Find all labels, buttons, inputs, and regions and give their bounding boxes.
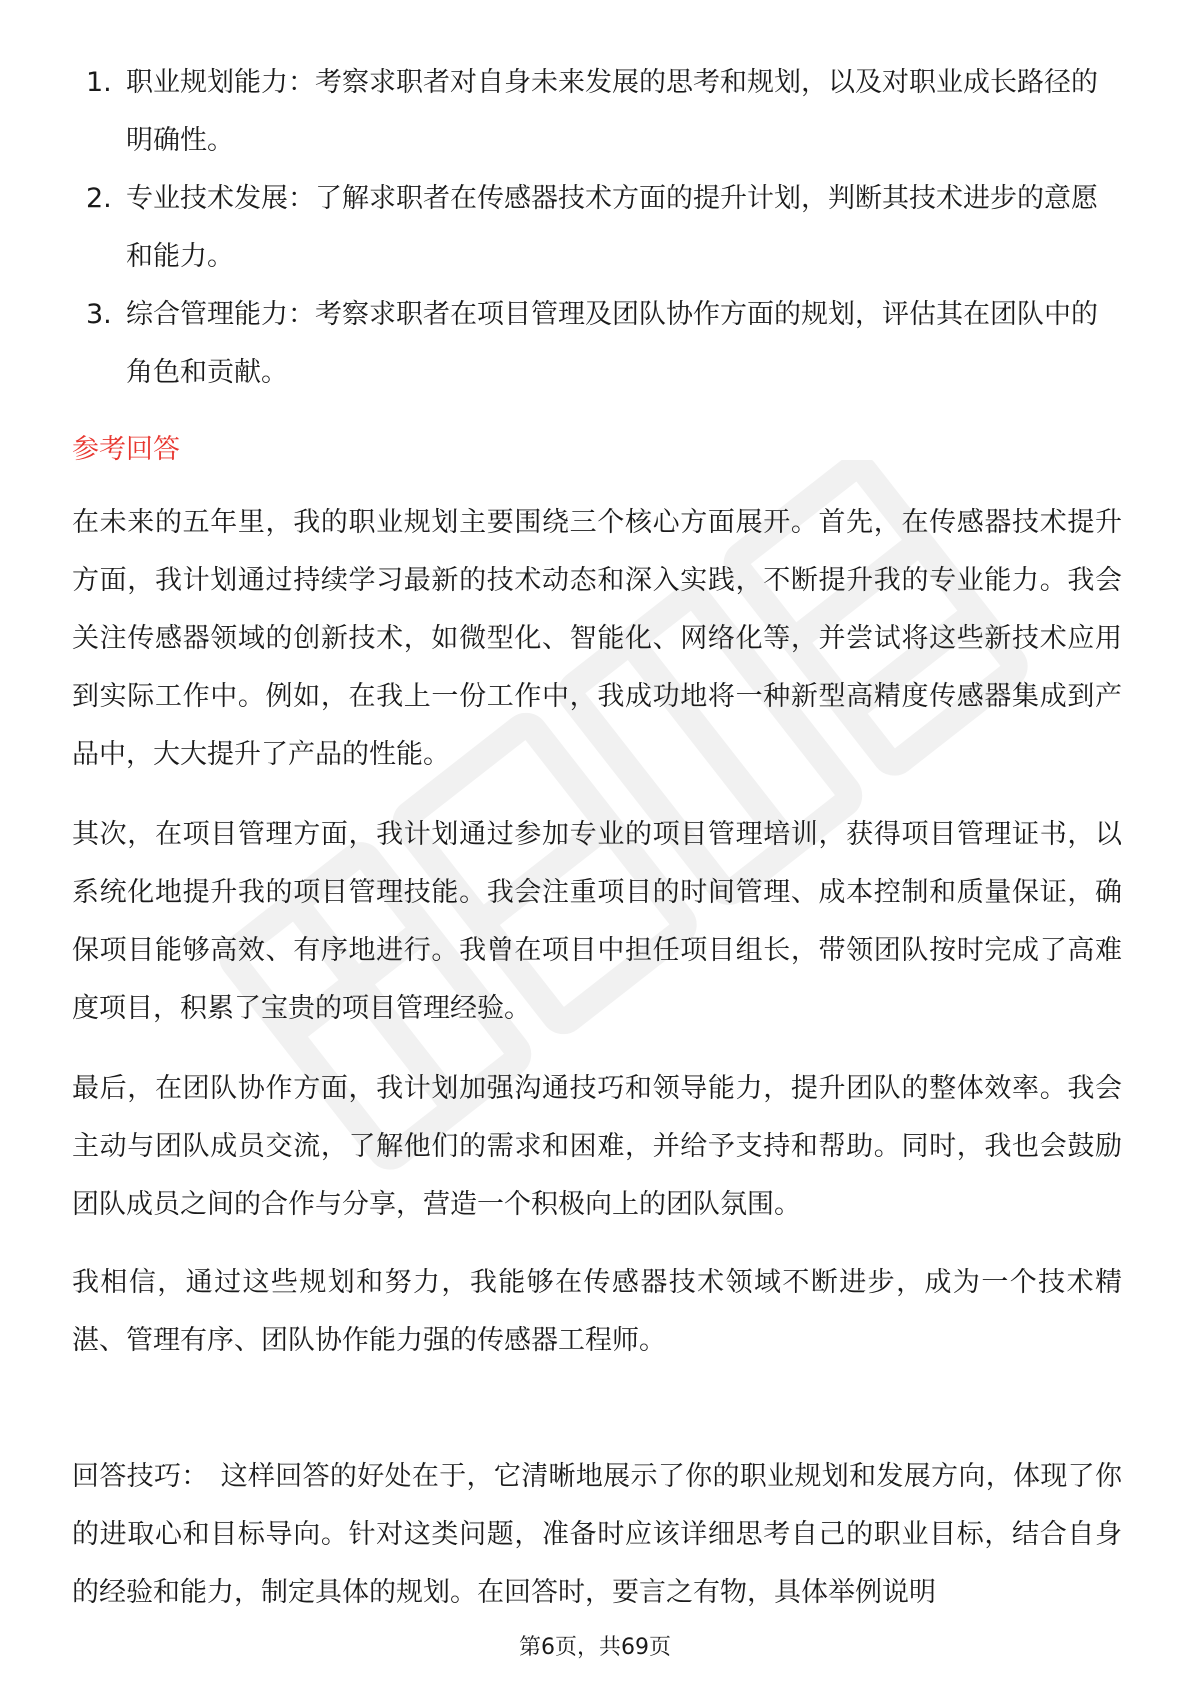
criteria-text: 专业技术发展：了解求职者在传感器技术方面的提升计划，判断其技术进步的意愿和能力。 bbox=[126, 183, 1098, 272]
criteria-text: 职业规划能力：考察求职者对自身未来发展的思考和规划，以及对职业成长路径的明确性。 bbox=[126, 67, 1098, 156]
answer-paragraph-3: 最后，在团队协作方面，我计划加强沟通技巧和领导能力，提升团队的整体效率。我会主动与团队成员交流，了解他们的需求和困难，并给予支持和帮助。同时，我也会鼓励团队成员之间的合作与分享，营造一个积极向上的团队氛围。 bbox=[72, 1073, 1122, 1220]
answer-paragraph-2: 其次，在项目管理方面，我计划通过参加专业的项目管理培训，获得项目管理证书，以系统化地提升我的项目管理技能。我会注重项目的时间管理、成本控制和质量保证，确保项目能够高效、有序地进行。我曾在项目中担任项目组长，带领团队按时完成了高难度项目，积累了宝贵的项目管理经验。 bbox=[72, 819, 1122, 1024]
reference-answer-heading: 参考回答 bbox=[72, 434, 180, 465]
answer-paragraph-4: 我相信，通过这些规划和努力，我能够在传感器技术领域不断进步，成为一个技术精湛、管理有序、团队协作能力强的传感器工程师。 bbox=[72, 1267, 1122, 1356]
criteria-item-1 bbox=[0, 54, 1118, 170]
page-indicator: 第6页，共69页 bbox=[519, 1635, 671, 1660]
evaluation-criteria-list bbox=[0, 54, 1190, 402]
tips-text: 这样回答的好处在于，它清晰地展示了你的职业规划和发展方向，体现了你的进取心和目标导向。针对这类问题，准备时应该详细思考自己的职业目标，结合自身的经验和能力，制定具体的规划。在回答时，要言之有物，具体举例说明 bbox=[72, 1461, 1123, 1608]
criteria-number: 1. bbox=[86, 67, 112, 98]
criteria-text: 综合管理能力：考察求职者在项目管理及团队协作方面的规划，评估其在团队中的角色和贡献。 bbox=[126, 299, 1098, 388]
page-footer bbox=[0, 1632, 1190, 1664]
tips-paragraph bbox=[72, 1448, 1122, 1622]
answer-paragraph-1: 在未来的五年里，我的职业规划主要围绕三个核心方面展开。首先，在传感器技术提升方面，我计划通过持续学习最新的技术动态和深入实践，不断提升我的专业能力。我会关注传感器领域的创新技术，如微型化、智能化、网络化等，并尝试将这些新技术应用到实际工作中。例如，在我上一份工作中，我成功地将一种新型高精度传感器集成到产品中，大大提升了产品的性能。 bbox=[72, 507, 1122, 770]
criteria-item-3 bbox=[0, 286, 1118, 402]
tips-label: 回答技巧： bbox=[72, 1461, 209, 1492]
criteria-number: 3. bbox=[86, 299, 112, 330]
criteria-item-2 bbox=[0, 170, 1118, 286]
criteria-number: 2. bbox=[86, 183, 112, 214]
